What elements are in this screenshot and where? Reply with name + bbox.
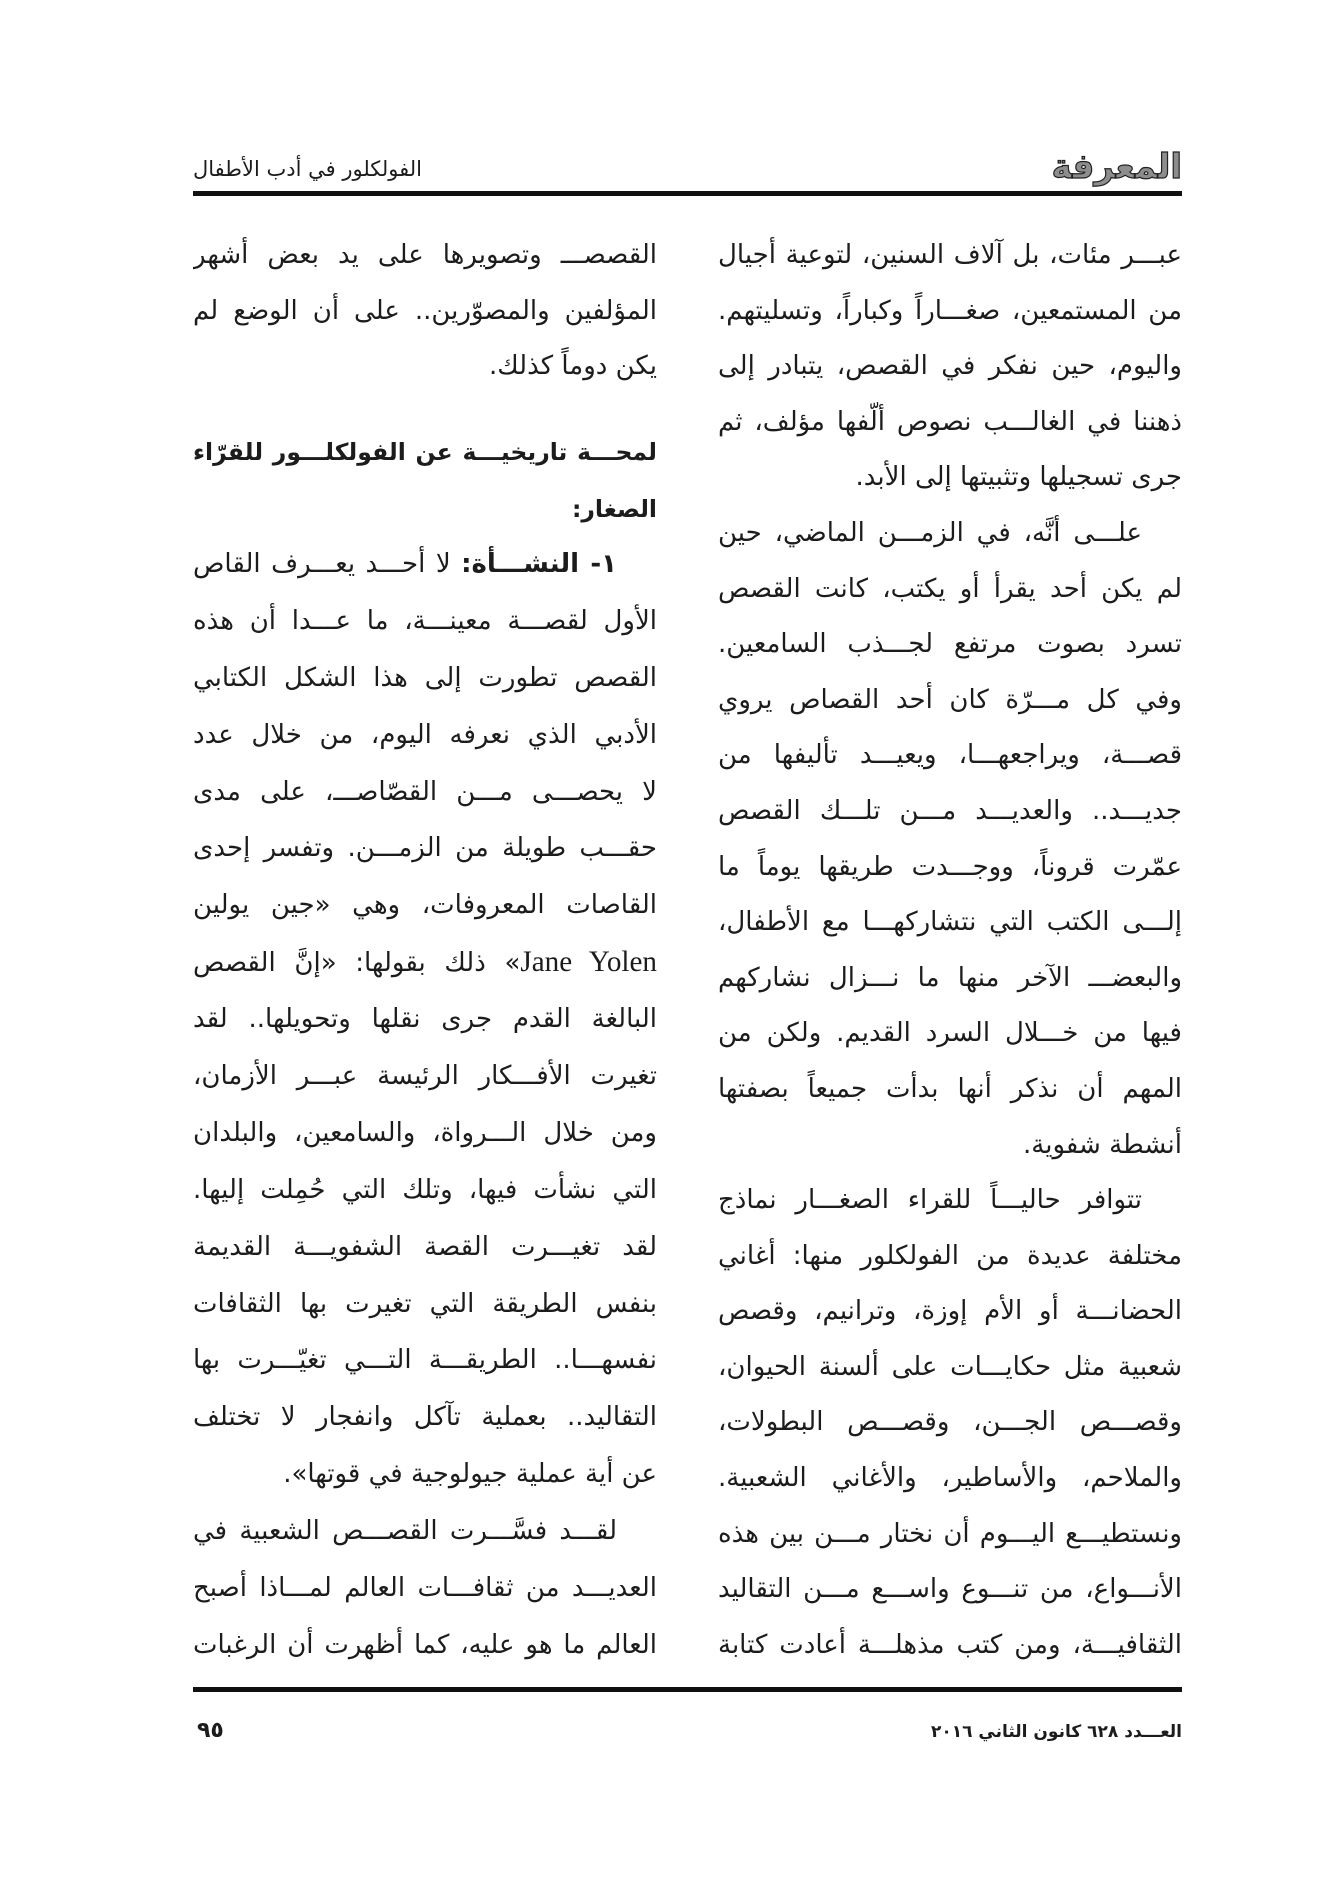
text-line: والبعضـــ الآخر منها ما نـــزال نشاركهم <box>718 962 1182 993</box>
heading-line: الصغار: <box>571 495 657 523</box>
text-line: تغيرت الأفـــكار الرئيسة عبـــر الأزمان، <box>193 1061 657 1092</box>
text-line: الأدبي الذي نعرفه اليوم، من خلال عدد <box>193 719 657 750</box>
text-line: مختلفة عديدة من الفولكلور منها: أغاني <box>718 1240 1182 1271</box>
text-line: الثقافيـــة، ومن كتب مذهلـــة أعادت كتابة <box>718 1629 1182 1660</box>
text-line: الأول لقصـــة معينـــة، ما عـــدا أن هذه <box>193 605 657 636</box>
text-line: تسرد بصوت مرتفع لجـــذب السامعين. <box>718 629 1182 660</box>
text-line: ونستطيـــع اليـــوم أن نختار مـــن بين هذه <box>718 1518 1182 1549</box>
text-line: ذهننا في الغالـــب نصوص ألّفها مؤلف، ثم <box>718 406 1182 437</box>
subsection-label: ١- النشـــأة: <box>461 549 617 579</box>
text-line: والملاحم، والأساطير، والأغاني الشعبية. <box>718 1463 1182 1494</box>
text-line: الأنـــواع، من تنـــوع واســـع مـــن التقاليد <box>718 1574 1182 1605</box>
text-line: القصص تطورت إلى هذا الشكل الكتابي <box>193 662 657 693</box>
text-line: عبـــر مئات، بل آلاف السنين، لتوعية أجيال <box>718 240 1182 270</box>
text-line: التي نشأت فيها، وتلك التي حُمِلت إليها. <box>193 1174 657 1205</box>
text-line: العالم ما هو عليه، كما أظهرت أن الرغبات <box>193 1629 657 1660</box>
text-line: القاصات المعروفات، وهي «جين يولين <box>193 890 657 921</box>
text-line: واليوم، حين نفكر في القصص، يتبادر إلى <box>718 351 1182 382</box>
text-line: جديـــد.. والعديـــد مـــن تلـــك القصص <box>718 795 1182 826</box>
text-line: وفي كل مـــرّة كان أحد القصاص يروي <box>718 684 1182 715</box>
text-line: ومن خلال الـــرواة، والسامعين، والبلدان <box>193 1117 657 1148</box>
text-line: لقـــد فسَّـــرت القصـــص الشعبية في <box>193 1516 617 1547</box>
text-line: جرى تسجيلها وتثبيتها إلى الأبد. <box>855 462 1182 493</box>
text-line <box>193 536 657 593</box>
issue-info: العـــدد ٦٢٨ كانون الثاني ٢٠١٦ <box>930 1722 1182 1742</box>
text-line: حقـــب طويلة من الزمـــن. وتفسر إحدى <box>193 833 657 864</box>
right-column <box>718 228 1182 1673</box>
header-rule <box>193 191 1182 196</box>
running-title: الفولكلور في أدب الأطفال <box>193 157 422 181</box>
text-line <box>193 934 657 991</box>
text-line: علـــى أنَّه، في الزمـــن الماضي، حين <box>718 517 1142 548</box>
left-column-body <box>193 536 657 1674</box>
text-line: نفسهـــا.. الطريقـــة التـــي تغيّـــرت بها <box>193 1345 657 1376</box>
text-line: أنشطة شفوية. <box>1023 1129 1182 1160</box>
text-line: المؤلفين والمصوّرين.. على أن الوضع لم <box>193 295 657 326</box>
text-line: لا يحصـــى مـــن القصّاصـــ، على مدى <box>193 776 657 807</box>
text-line: وقصـــص الجـــن، وقصـــص البطولات، <box>718 1407 1182 1438</box>
text-run: لا أحـــد يعـــرف القاص <box>193 549 451 579</box>
text-line: من المستمعين، صغـــاراً وكباراً، وتسليتهم. <box>718 295 1182 326</box>
heading-line: لمحـــة تاريخيـــة عن الفولكلـــور للقرّاء <box>193 438 657 466</box>
latin-name: Jane Yolen <box>520 946 657 979</box>
text-line: شعبية مثل حكايـــات على ألسنة الحيوان، <box>718 1351 1182 1382</box>
page-number: ٩٥ <box>197 1718 224 1743</box>
text-line: إلـــى الكتب التي نتشاركهـــا مع الأطفال، <box>718 907 1182 938</box>
footer-rule <box>193 1687 1182 1692</box>
text-line: التقاليد.. بعملية تآكل وانفجار لا تختلف <box>193 1402 657 1433</box>
text-line: المهم أن نذكر أنها بدأت جميعاً بصفتها <box>718 1073 1182 1104</box>
section-heading <box>193 424 657 538</box>
text-line: قصـــة، ويراجعهـــا، ويعيـــد تأليفها من <box>718 740 1182 771</box>
text-line: تتوافر حاليـــاً للقراء الصغـــار نماذج <box>718 1185 1142 1216</box>
text-run: » ذلك بقولها: «إنَّ القصص <box>193 948 521 979</box>
text-line: عن أية عملية جيولوجية في قوتها». <box>283 1459 657 1490</box>
text-line: الحضانـــة أو الأم إوزة، وترانيم، وقصص <box>718 1296 1182 1327</box>
text-line: لقد تغيـــرت القصة الشفويـــة القديمة <box>193 1231 657 1262</box>
text-line: العديـــد من ثقافـــات العالم لمـــاذا أصبح <box>193 1573 657 1604</box>
text-line: عمّرت قروناً، ووجـــدت طريقها يوماً ما <box>718 851 1182 882</box>
text-line: لم يكن أحد يقرأ أو يكتب، كانت القصص <box>718 573 1182 604</box>
text-line: البالغة القدم جرى نقلها وتحويلها.. لقد <box>193 1004 657 1035</box>
text-line: يكن دوماً كذلك. <box>488 351 657 382</box>
left-column-intro <box>193 228 657 395</box>
text-line: القصصـــ وتصويرها على يد بعض أشهر <box>193 240 657 270</box>
text-line: فيها من خـــلال السرد القديم. ولكن من <box>718 1018 1182 1049</box>
text-line: بنفس الطريقة التي تغيرت بها الثقافات <box>193 1288 657 1319</box>
magazine-logo: المعرفة <box>1051 147 1182 187</box>
